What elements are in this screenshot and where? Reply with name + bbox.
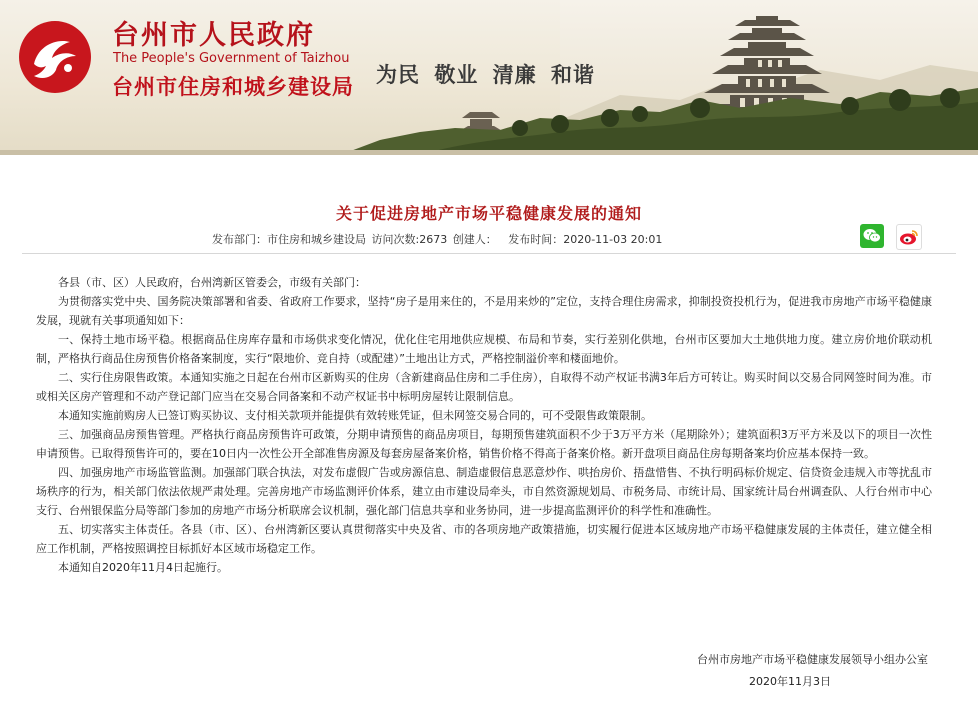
share-weibo-button[interactable] [896, 224, 922, 250]
wechat-icon [863, 228, 881, 244]
meta-author-label: 创建人： [452, 233, 497, 246]
meta-dept-value: 市住房和城乡建设局 [267, 233, 366, 246]
meta-dept-label: 发布部门： [212, 233, 267, 246]
department-name: 台州市住房和城乡建设局 [112, 75, 354, 99]
paragraph: 五、切实落实主体责任。各县（市、区）、台州湾新区要认真贯彻落实中央及省、市的各项房地产政策措施，切实履行促进本区域房地产市场平稳健康发展的主体责任，建立健全相应工作机制，严格按照调控目标抓好本区域市场稳定工作。 [36, 523, 932, 555]
slogan [376, 59, 601, 89]
meta-views-value: 2673 [419, 233, 448, 246]
paragraph-effective-date: 本通知自2020年11月4日起施行。 [58, 561, 228, 574]
article-body [36, 273, 932, 577]
paragraph: 四、加强房地产市场监管监测。加强部门联合执法，对发布虚假广告或房源信息、制造虚假信息恶意炒作、哄抬房价、捂盘惜售、不执行明码标价规定、信贷资金违规入市等扰乱市场秩序的行为，相关部门依法依规严肃处理。完善房地产市场监测评价体系，建立由市建设局牵头，市自然资源规划局、市税务局、市统计局、国家统计局台州调查队、人行台州市中心支行、台州银保监分局等部门参加的房地产市场分析联席会议机制，强化部门信息共享和业务协同，进一步提高监测评价的科学性和准确性。 [36, 466, 932, 517]
site-name-english: The People's Government of Taizhou [113, 51, 350, 66]
paragraph: 三、加强商品房预售管理。严格执行商品房预售许可政策，分期申请预售的商品房项目，每期预售建筑面积不少于3万平方米（尾期除外）；建筑面积3万平方米及以下的项目一次性申请预售。已取得预售许可的，要在10日内一次性公开全部准售房源及每套房屋备案价格，销售价格不得高于备案价格。新开盘项目商品住房每期备案均价应基本保持一致。 [36, 428, 932, 460]
share-wechat-button[interactable] [860, 224, 884, 248]
paragraph-salutation: 各县（市、区）人民政府，台州湾新区管委会，市级有关部门： [58, 276, 366, 289]
paragraph: 本通知实施前购房人已签订购买协议、支付相关款项并能提供有效转账凭证，但未网签交易合同的，可不受限售政策限制。 [58, 409, 652, 422]
article-title: 关于促进房地产市场平稳健康发展的通知 [335, 204, 642, 223]
paragraph: 为贯彻落实党中央、国务院决策部署和省委、省政府工作要求，坚持“房子是用来住的，不是用来炒的”定位，支持合理住房需求，抑制投资投机行为，促进我市房地产市场平稳健康发展，现就有关事项通知如下： [36, 295, 932, 327]
signature: 台州市房地产市场平稳健康发展领导小组办公室 [697, 653, 928, 666]
meta-time-value: 2020-11-03 20:01 [563, 233, 663, 246]
paragraph: 二、实行住房限售政策。本通知实施之日起在台州市区新购买的住房（含新建商品住房和二手住房），自取得不动产权证书满3年后方可转让。购买时间以交易合同网签时间为准。市或相关区房产管理和不动产登记部门应当在交易合同备案和不动产权证书中标明房屋转让限制信息。 [36, 371, 932, 403]
slogan-word: 敬业 [434, 63, 479, 87]
article-meta [212, 231, 662, 247]
site-header-banner [0, 0, 978, 155]
divider [22, 253, 956, 254]
weibo-icon [899, 228, 919, 246]
paragraph: 一、保持土地市场平稳。根据商品住房库存量和市场供求变化情况，优化住宅用地供应规模、布局和节奏，实行差别化供地，台州市区要加大土地供地力度。建立房价地价联动机制，严格执行商品住房预售价格备案制度，实行“限地价、竞自持（或配建）”土地出让方式，严格控制溢价率和楼面地价。 [36, 333, 932, 365]
taizhou-government-logo [18, 20, 92, 94]
slogan-word: 和谐 [550, 63, 595, 87]
sign-date: 2020年11月3日 [749, 675, 831, 688]
article [0, 155, 978, 703]
slogan-word: 为民 [376, 63, 420, 87]
meta-views-label: 访问次数: [371, 233, 420, 246]
slogan-word: 清廉 [492, 63, 537, 87]
meta-time-label: 发布时间： [508, 233, 564, 246]
site-name: 台州市人民政府 [112, 20, 315, 51]
